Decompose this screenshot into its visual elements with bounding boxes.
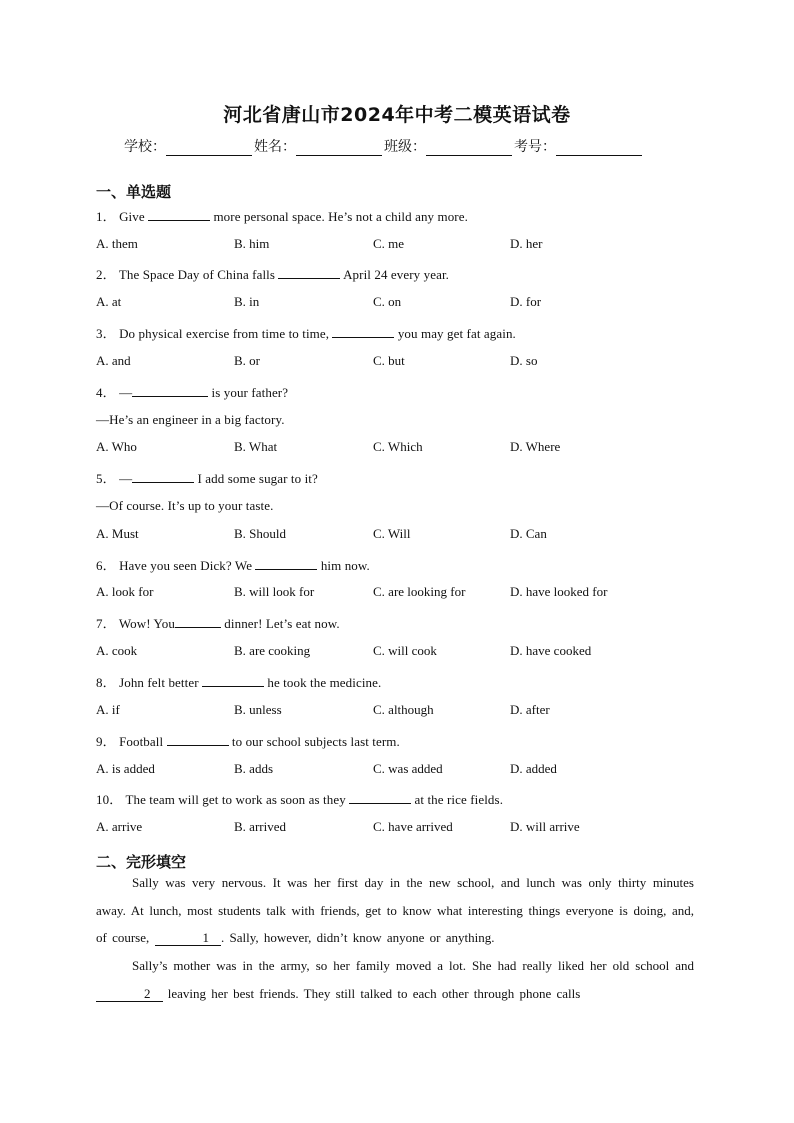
option-a[interactable]: A. Must xyxy=(96,526,139,541)
answer-blank xyxy=(148,208,210,221)
name-label: 姓名： xyxy=(254,139,296,155)
option-b[interactable]: B. Should xyxy=(234,526,287,541)
option-c[interactable]: C. Will xyxy=(373,526,411,541)
answer-blank xyxy=(132,384,208,397)
name-blank[interactable] xyxy=(296,141,382,156)
question-4: 4． — is your father? xyxy=(96,385,289,400)
option-c[interactable]: C. will cook xyxy=(373,643,437,658)
answer-blank xyxy=(202,674,264,687)
option-d[interactable]: D. Can xyxy=(510,526,547,541)
option-c[interactable]: C. me xyxy=(373,236,405,251)
question-9: 9． Football to our school subjects last term. xyxy=(96,734,400,749)
option-b[interactable]: B. arrived xyxy=(234,819,286,834)
option-b[interactable]: B. or xyxy=(234,353,260,368)
cloze-paragraph-1: Sally was very nervous. It was her first day in the new school, and lunch was only thirty minutes away. At lunch, most students talk with friends, get to know what interesting things everyone is doing, and, of course, 1 . Sally, however, didn’t know anyone or anything. xyxy=(96,875,694,945)
question-10: 10． The team will get to work as soon as they at the rice fields. xyxy=(96,792,504,807)
option-a[interactable]: A. if xyxy=(96,702,120,717)
option-c[interactable]: C. have arrived xyxy=(373,819,453,834)
option-d[interactable]: D. added xyxy=(510,761,557,776)
number-label: 考号： xyxy=(514,139,556,155)
question-2: 2． The Space Day of China falls April 24 every year. xyxy=(96,267,450,282)
option-d[interactable]: D. have looked for xyxy=(510,584,608,599)
answer-blank xyxy=(349,791,411,804)
option-b[interactable]: B. unless xyxy=(234,702,282,717)
option-b[interactable]: B. will look for xyxy=(234,584,315,599)
class-blank[interactable] xyxy=(426,141,512,156)
question-5: 5． — I add some sugar to it? xyxy=(96,471,318,486)
question-1: 1． Give more personal space. He’s not a child any more. xyxy=(96,209,468,224)
cloze-paragraph-2: Sally’s mother was in the army, so her family moved a lot. She had really liked her old school and 2 leaving her best friends. They still talked to each other through phone calls xyxy=(96,952,694,1007)
option-b[interactable]: B. What xyxy=(234,439,278,454)
question-7: 7． Wow! You dinner! Let’s eat now. xyxy=(96,616,340,631)
option-c[interactable]: C. Which xyxy=(373,439,423,454)
option-a[interactable]: A. arrive xyxy=(96,819,143,834)
option-d[interactable]: D. after xyxy=(510,702,550,717)
answer-blank xyxy=(332,325,394,338)
question-8: 8． John felt better he took the medicine. xyxy=(96,675,382,690)
answer-blank xyxy=(132,470,194,483)
answer-blank xyxy=(278,266,340,279)
option-b[interactable]: B. adds xyxy=(234,761,273,776)
cloze-blank-1[interactable]: 1 xyxy=(155,931,222,946)
option-c[interactable]: C. but xyxy=(373,353,405,368)
option-d[interactable]: D. Where xyxy=(510,439,561,454)
school-blank[interactable] xyxy=(166,141,252,156)
option-d[interactable]: D. have cooked xyxy=(510,643,592,658)
option-a[interactable]: A. and xyxy=(96,353,131,368)
answer-blank xyxy=(175,615,221,628)
option-c[interactable]: C. was added xyxy=(373,761,443,776)
question-6: 6． Have you seen Dick? We him now. xyxy=(96,558,370,573)
option-c[interactable]: C. on xyxy=(373,294,402,309)
school-label: 学校： xyxy=(124,139,166,155)
page-title: 河北省唐山市2024年中考二模英语试卷 xyxy=(223,104,571,126)
section-heading-single-choice: 一、单选题 xyxy=(96,183,172,201)
option-d[interactable]: D. for xyxy=(510,294,542,309)
option-a[interactable]: A. at xyxy=(96,294,122,309)
option-d[interactable]: D. so xyxy=(510,353,538,368)
answer-blank xyxy=(255,557,317,570)
option-b[interactable]: B. him xyxy=(234,236,270,251)
question-4-response: —He’s an engineer in a big factory. xyxy=(96,412,285,427)
option-a[interactable]: A. them xyxy=(96,236,138,251)
question-5-response: —Of course. It’s up to your taste. xyxy=(96,498,274,513)
section-heading-cloze: 二、完形填空 xyxy=(96,853,187,871)
option-d[interactable]: D. will arrive xyxy=(510,819,580,834)
option-b[interactable]: B. in xyxy=(234,294,260,309)
answer-blank xyxy=(167,733,229,746)
student-info-row xyxy=(124,136,644,156)
class-label: 班级： xyxy=(384,139,426,155)
option-a[interactable]: A. cook xyxy=(96,643,138,658)
number-blank[interactable] xyxy=(556,141,642,156)
option-a[interactable]: A. look for xyxy=(96,584,154,599)
option-a[interactable]: A. is added xyxy=(96,761,155,776)
option-a[interactable]: A. Who xyxy=(96,439,137,454)
option-b[interactable]: B. are cooking xyxy=(234,643,311,658)
question-3: 3． Do physical exercise from time to time, you may get fat again. xyxy=(96,326,516,341)
option-d[interactable]: D. her xyxy=(510,236,543,251)
option-c[interactable]: C. are looking for xyxy=(373,584,466,599)
option-c[interactable]: C. although xyxy=(373,702,434,717)
cloze-blank-2[interactable]: 2 xyxy=(96,987,163,1002)
